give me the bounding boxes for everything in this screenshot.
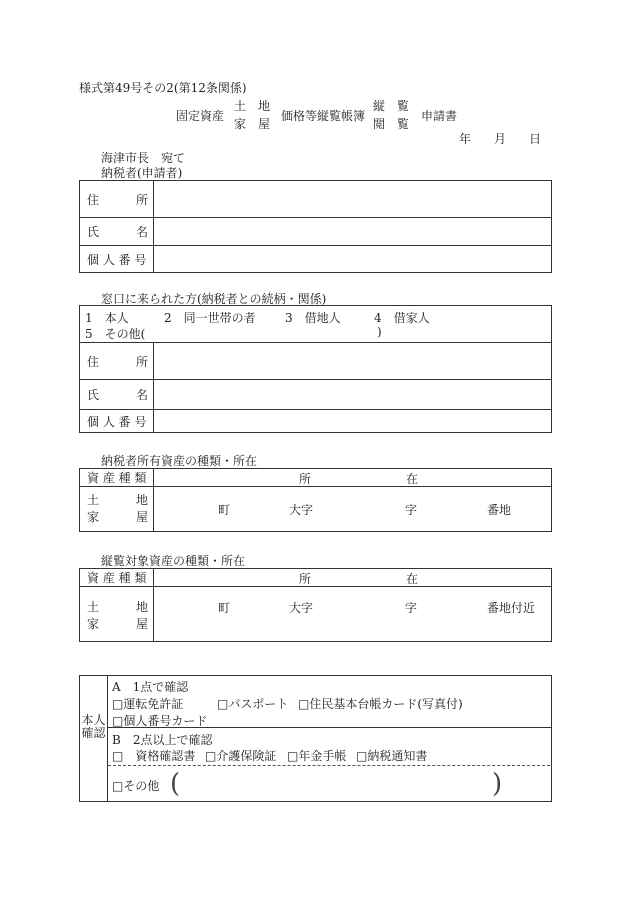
- relation-option-self[interactable]: 1 本人: [85, 311, 129, 325]
- date-year: 年: [459, 132, 472, 146]
- date-month: 月: [494, 132, 507, 146]
- taxpayer-table: [79, 180, 552, 273]
- taxpayer-name-field[interactable]: [154, 218, 552, 246]
- visitor-personal-number-label: 個 人 番 号: [80, 410, 154, 433]
- date-day: 日: [529, 132, 542, 146]
- taxpayer-address-field[interactable]: [154, 181, 552, 218]
- title-part-application: 申請書: [421, 109, 458, 123]
- location-header: [154, 469, 552, 487]
- address-label: 住 所: [80, 181, 154, 218]
- other-details-field[interactable]: [184, 774, 492, 794]
- target-oaza-label: 大字: [289, 601, 314, 615]
- relation-option-land-tenant[interactable]: 3 借地人: [285, 311, 341, 325]
- visitor-name-field[interactable]: [154, 380, 552, 410]
- visitor-section-title: 窓口に来られた方(納税者との続柄・関係): [101, 292, 327, 306]
- title-house: 家 屋: [234, 117, 271, 131]
- target-location-header: [154, 569, 552, 587]
- title-land-house: [234, 97, 270, 133]
- owned-assets-section-title: 納税者所有資産の種類・所在: [101, 454, 258, 468]
- visitor-table: [79, 305, 552, 433]
- target-location-header-zai: 在: [406, 572, 419, 586]
- target-banchi-near-label: 番地付近: [487, 601, 536, 615]
- other-close-paren: ): [492, 769, 503, 799]
- visitor-number-field[interactable]: [154, 410, 552, 433]
- target-asset-type-land-house: 土 地 家 屋: [80, 587, 154, 642]
- target-town-label: 町: [218, 601, 231, 615]
- check-tax-notice[interactable]: □納税通知書: [356, 749, 428, 763]
- title-land: 土 地: [234, 99, 271, 113]
- personal-number-label: 個 人 番 号: [80, 246, 154, 273]
- identity-check-box: [79, 675, 552, 802]
- check-pension-book[interactable]: □年金手帳: [287, 749, 347, 763]
- taxpayer-number-field[interactable]: [154, 246, 552, 273]
- relation-option-house-tenant[interactable]: 4 借家人: [374, 311, 430, 325]
- owned-town-label: 町: [218, 503, 231, 517]
- identity-dashed-divider: [108, 765, 550, 766]
- target-location-field[interactable]: [154, 587, 552, 642]
- owned-assets-table: [79, 468, 552, 532]
- addressee: 海津市長 宛て: [101, 151, 186, 165]
- identity-label: 本人確認: [81, 713, 106, 740]
- location-header-sho: 所: [299, 472, 312, 486]
- other-open-paren: (: [170, 769, 181, 799]
- title-juran: 縦 覧: [373, 99, 410, 113]
- visitor-address-label: 住 所: [80, 343, 154, 380]
- identity-b-title: B 2点以上で確認: [112, 733, 213, 747]
- identity-divider: [107, 727, 551, 728]
- visitor-address-field[interactable]: [154, 343, 552, 380]
- target-asset-type-header: 資 産 種 類: [80, 569, 154, 587]
- location-header-zai: 在: [406, 472, 419, 486]
- relation-options: [80, 306, 552, 343]
- target-assets-table: [79, 568, 552, 642]
- check-my-number-card[interactable]: □個人番号カード: [112, 714, 208, 728]
- name-label: 氏 名: [80, 218, 154, 246]
- form-number: 様式第49号その2(第12条関係): [79, 81, 247, 95]
- title-etsuran: 閲 覧: [373, 117, 410, 131]
- target-location-header-sho: 所: [299, 572, 312, 586]
- check-care-insurance[interactable]: □介護保険証: [205, 749, 277, 763]
- target-assets-section-title: 縦覧対象資産の種類・所在: [101, 554, 246, 568]
- taxpayer-section-title: 納税者(申請者): [101, 166, 183, 180]
- owned-oaza-label: 大字: [289, 503, 314, 517]
- relation-option-other[interactable]: 5 その他(: [85, 327, 146, 341]
- owned-banchi-label: 番地: [487, 503, 512, 517]
- relation-option-household[interactable]: 2 同一世帯の者: [164, 311, 256, 325]
- title-juran-etsuran: [373, 97, 409, 133]
- identity-a-title: A 1点で確認: [112, 680, 189, 694]
- identity-label-cell: [80, 676, 108, 801]
- asset-type-header: 資 産 種 類: [80, 469, 154, 487]
- asset-type-land-house: 土 地 家 屋: [80, 487, 154, 532]
- check-qualification-cert[interactable]: □ 資格確認書: [112, 749, 196, 763]
- relation-other-close-paren: ): [377, 325, 382, 339]
- visitor-name-label: 氏 名: [80, 380, 154, 410]
- title-part-fixed-assets: 固定資産: [176, 109, 225, 123]
- owned-location-field[interactable]: [154, 487, 552, 532]
- title-part-ledger: 価格等縦覧帳簿: [281, 109, 366, 123]
- owned-aza-label: 字: [405, 503, 418, 517]
- check-drivers-license[interactable]: □運転免許証: [112, 697, 184, 711]
- target-aza-label: 字: [405, 601, 418, 615]
- check-other[interactable]: □その他: [112, 779, 160, 793]
- check-resident-card[interactable]: □住民基本台帳カード(写真付): [298, 697, 463, 711]
- check-passport[interactable]: □パスポート: [217, 697, 289, 711]
